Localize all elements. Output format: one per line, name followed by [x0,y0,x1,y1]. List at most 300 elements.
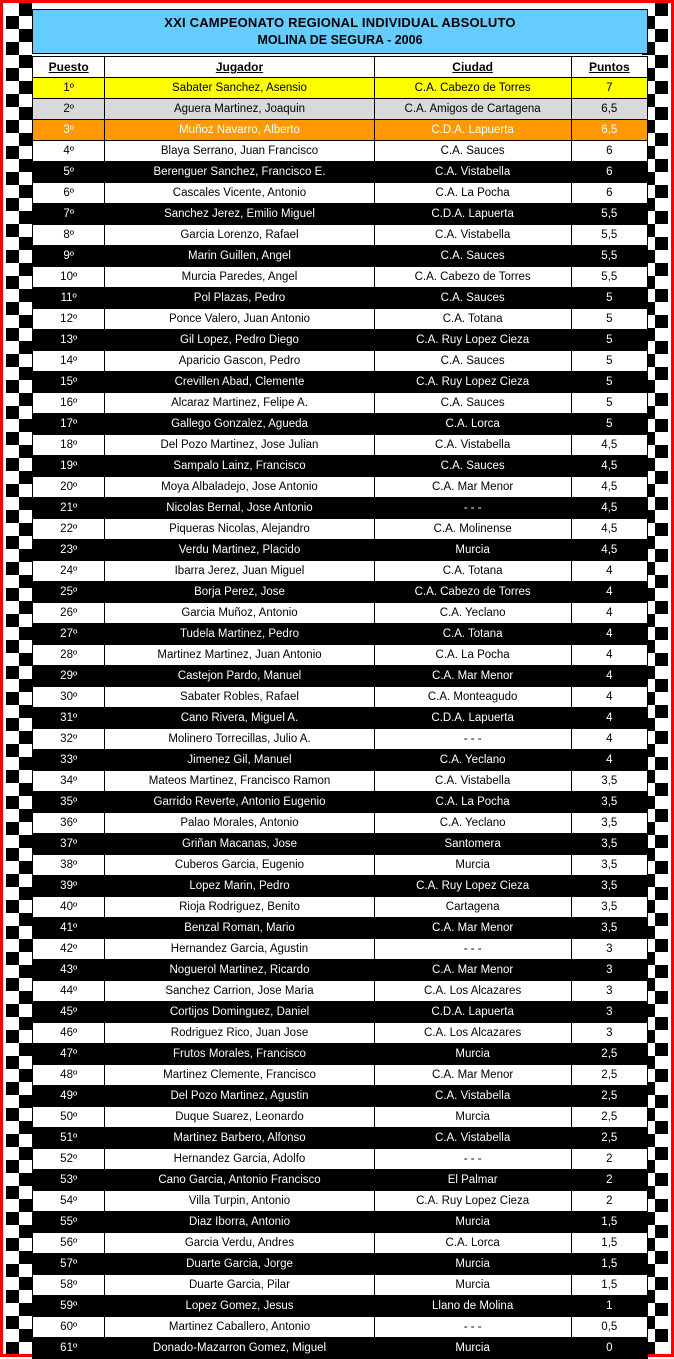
cell-puntos: 4,5 [571,435,647,456]
cell-ciudad: C.A. Totana [374,624,571,645]
table-row [33,1275,648,1296]
cell-puesto: 3º [33,120,105,141]
ranking-table-body [33,78,648,1359]
cell-jugador: Cascales Vicente, Antonio [105,183,374,204]
cell-jugador: Berenguer Sanchez, Francisco E. [105,162,374,183]
table-row [33,351,648,372]
cell-puntos: 4 [571,666,647,687]
cell-ciudad: C.A. Mar Menor [374,666,571,687]
cell-jugador: Blaya Serrano, Juan Francisco [105,141,374,162]
cell-puntos: 0 [571,1338,647,1359]
table-row [33,1086,648,1107]
table-row [33,1254,648,1275]
cell-puesto: 27º [33,624,105,645]
table-row [33,582,648,603]
cell-puntos: 1,5 [571,1233,647,1254]
cell-jugador: Nicolas Bernal, Jose Antonio [105,498,374,519]
table-row [33,1338,648,1359]
cell-puesto: 61º [33,1338,105,1359]
table-row [33,813,648,834]
table-row [33,519,648,540]
cell-jugador: Duarte Garcia, Pilar [105,1275,374,1296]
table-row [33,939,648,960]
cell-jugador: Duque Suarez, Leonardo [105,1107,374,1128]
table-row [33,855,648,876]
cell-jugador: Aguera Martinez, Joaquin [105,99,374,120]
cell-jugador: Sampalo Lainz, Francisco [105,456,374,477]
cell-jugador: Muñoz Navarro, Alberto [105,120,374,141]
column-header-puesto: Puesto [33,57,105,78]
cell-ciudad: - - - [374,1317,571,1338]
cell-puntos: 3,5 [571,813,647,834]
cell-ciudad: C.A. Mar Menor [374,960,571,981]
table-row [33,750,648,771]
cell-puesto: 39º [33,876,105,897]
cell-ciudad: Murcia [374,1338,571,1359]
cell-ciudad: C.A. Totana [374,561,571,582]
cell-puntos: 4,5 [571,456,647,477]
cell-puesto: 43º [33,960,105,981]
cell-jugador: Molinero Torrecillas, Julio A. [105,729,374,750]
table-row [33,372,648,393]
cell-puntos: 6 [571,141,647,162]
table-row [33,771,648,792]
cell-puntos: 3 [571,960,647,981]
cell-puntos: 5 [571,393,647,414]
cell-jugador: Noguerol Martinez, Ricardo [105,960,374,981]
table-row [33,981,648,1002]
cell-puesto: 50º [33,1107,105,1128]
table-row [33,792,648,813]
cell-ciudad: C.A. Ruy Lopez Cieza [374,330,571,351]
cell-puesto: 19º [33,456,105,477]
cell-jugador: Frutos Morales, Francisco [105,1044,374,1065]
cell-ciudad: C.A. Monteagudo [374,687,571,708]
cell-puntos: 3,5 [571,897,647,918]
cell-jugador: Moya Albaladejo, Jose Antonio [105,477,374,498]
cell-ciudad: C.A. Mar Menor [374,1065,571,1086]
cell-ciudad: - - - [374,1149,571,1170]
cell-ciudad: C.A. Sauces [374,246,571,267]
cell-ciudad: C.A. Yeclano [374,750,571,771]
cell-puntos: 4 [571,561,647,582]
cell-ciudad: C.A. Yeclano [374,813,571,834]
table-row [33,876,648,897]
cell-jugador: Del Pozo Martinez, Agustin [105,1086,374,1107]
cell-puesto: 24º [33,561,105,582]
cell-puntos: 6,5 [571,120,647,141]
cell-puesto: 8º [33,225,105,246]
cell-puesto: 12º [33,309,105,330]
cell-jugador: Murcia Paredes, Angel [105,267,374,288]
cell-puntos: 7 [571,78,647,99]
cell-puesto: 4º [33,141,105,162]
cell-puesto: 60º [33,1317,105,1338]
tournament-title: XXI CAMPEONATO REGIONAL INDIVIDUAL ABSOLUTO [164,15,516,30]
table-row [33,330,648,351]
cell-ciudad: C.A. Sauces [374,351,571,372]
table-row [33,624,648,645]
cell-ciudad: C.A. Vistabella [374,435,571,456]
cell-puesto: 26º [33,603,105,624]
cell-puntos: 2,5 [571,1086,647,1107]
cell-puntos: 5 [571,414,647,435]
cell-puesto: 16º [33,393,105,414]
cell-puesto: 40º [33,897,105,918]
table-row [33,1065,648,1086]
cell-jugador: Donado-Mazarron Gomez, Miguel [105,1338,374,1359]
cell-puesto: 35º [33,792,105,813]
cell-jugador: Castejon Pardo, Manuel [105,666,374,687]
cell-jugador: Borja Perez, Jose [105,582,374,603]
cell-ciudad: C.D.A. Lapuerta [374,708,571,729]
cell-puntos: 6,5 [571,99,647,120]
table-row [33,477,648,498]
cell-ciudad: Murcia [374,1107,571,1128]
table-row [33,99,648,120]
table-row [33,1107,648,1128]
cell-puntos: 3,5 [571,918,647,939]
cell-jugador: Alcaraz Martinez, Felipe A. [105,393,374,414]
cell-puesto: 28º [33,645,105,666]
cell-puntos: 4 [571,708,647,729]
cell-puesto: 41º [33,918,105,939]
cell-jugador: Cano Garcia, Antonio Francisco [105,1170,374,1191]
cell-ciudad: C.A. Vistabella [374,225,571,246]
cell-ciudad: C.A. Vistabella [374,1086,571,1107]
cell-jugador: Martinez Clemente, Francisco [105,1065,374,1086]
cell-jugador: Rodriguez Rico, Juan Jose [105,1023,374,1044]
table-row [33,78,648,99]
cell-puesto: 25º [33,582,105,603]
cell-puesto: 22º [33,519,105,540]
cell-puesto: 33º [33,750,105,771]
cell-ciudad: C.A. Molinense [374,519,571,540]
cell-jugador: Crevillen Abad, Clemente [105,372,374,393]
table-row [33,225,648,246]
cell-puesto: 29º [33,666,105,687]
cell-puntos: 2,5 [571,1128,647,1149]
cell-jugador: Diaz Iborra, Antonio [105,1212,374,1233]
cell-ciudad: - - - [374,939,571,960]
table-header-row [33,57,648,78]
cell-ciudad: C.A. Sauces [374,141,571,162]
cell-puesto: 53º [33,1170,105,1191]
cell-ciudad: C.A. Cabezo de Torres [374,78,571,99]
cell-ciudad: C.A. La Pocha [374,645,571,666]
cell-ciudad: Murcia [374,540,571,561]
cell-ciudad: C.A. Mar Menor [374,918,571,939]
cell-puntos: 4 [571,624,647,645]
cell-jugador: Benzal Roman, Mario [105,918,374,939]
column-header-ciudad: Ciudad [374,57,571,78]
cell-puntos: 5 [571,330,647,351]
cell-puntos: 5,5 [571,204,647,225]
table-row [33,162,648,183]
cell-puntos: 2 [571,1149,647,1170]
cell-puesto: 37º [33,834,105,855]
cell-jugador: Piqueras Nicolas, Alejandro [105,519,374,540]
table-row [33,183,648,204]
cell-puntos: 3,5 [571,792,647,813]
cell-jugador: Mateos Martinez, Francisco Ramon [105,771,374,792]
cell-puntos: 2,5 [571,1107,647,1128]
cell-puntos: 3 [571,981,647,1002]
cell-jugador: Aparicio Gascon, Pedro [105,351,374,372]
table-row [33,120,648,141]
table-row [33,645,648,666]
table-row [33,918,648,939]
cell-ciudad: C.A. Vistabella [374,162,571,183]
cell-puntos: 5 [571,372,647,393]
cell-ciudad: C.A. Cabezo de Torres [374,582,571,603]
cell-ciudad: C.A. La Pocha [374,183,571,204]
table-row [33,309,648,330]
cell-ciudad: C.A. Totana [374,309,571,330]
cell-jugador: Hernandez Garcia, Adolfo [105,1149,374,1170]
cell-ciudad: C.D.A. Lapuerta [374,204,571,225]
cell-ciudad: C.A. Los Alcazares [374,1023,571,1044]
cell-puesto: 57º [33,1254,105,1275]
cell-puesto: 44º [33,981,105,1002]
cell-puntos: 4 [571,750,647,771]
cell-ciudad: C.A. Yeclano [374,603,571,624]
cell-ciudad: C.A. Sauces [374,288,571,309]
cell-puntos: 3 [571,939,647,960]
cell-puesto: 10º [33,267,105,288]
table-row [33,1212,648,1233]
table-row [33,1002,648,1023]
cell-jugador: Sanchez Carrion, Jose Maria [105,981,374,1002]
cell-puntos: 6 [571,183,647,204]
cell-ciudad: Murcia [374,1275,571,1296]
cell-jugador: Palao Morales, Antonio [105,813,374,834]
cell-jugador: Gil Lopez, Pedro Diego [105,330,374,351]
cell-jugador: Sanchez Jerez, Emilio Miguel [105,204,374,225]
cell-ciudad: C.A. Sauces [374,393,571,414]
cell-puntos: 4 [571,687,647,708]
cell-ciudad: El Palmar [374,1170,571,1191]
cell-puntos: 6 [571,162,647,183]
table-row [33,414,648,435]
cell-ciudad: C.A. Vistabella [374,1128,571,1149]
cell-puntos: 3,5 [571,771,647,792]
cell-jugador: Sabater Robles, Rafael [105,687,374,708]
cell-puesto: 51º [33,1128,105,1149]
cell-puntos: 3,5 [571,834,647,855]
table-row [33,141,648,162]
table-row [33,1317,648,1338]
cell-puntos: 4 [571,582,647,603]
cell-jugador: Del Pozo Martinez, Jose Julian [105,435,374,456]
cell-puntos: 4,5 [571,477,647,498]
cell-puesto: 23º [33,540,105,561]
cell-puntos: 1,5 [571,1275,647,1296]
cell-puesto: 55º [33,1212,105,1233]
cell-ciudad: C.A. La Pocha [374,792,571,813]
title-banner [32,9,648,54]
table-row [33,1170,648,1191]
cell-puntos: 4 [571,729,647,750]
ranking-table [32,56,648,1359]
cell-puntos: 2 [571,1191,647,1212]
cell-ciudad: C.A. Ruy Lopez Cieza [374,876,571,897]
table-row [33,393,648,414]
table-row [33,1023,648,1044]
table-row [33,540,648,561]
cell-ciudad: C.A. Cabezo de Torres [374,267,571,288]
cell-jugador: Lopez Marin, Pedro [105,876,374,897]
cell-puesto: 38º [33,855,105,876]
cell-puesto: 6º [33,183,105,204]
cell-puntos: 4,5 [571,519,647,540]
cell-puntos: 1,5 [571,1212,647,1233]
cell-ciudad: C.A. Ruy Lopez Cieza [374,372,571,393]
checkered-border-left [6,3,32,1354]
table-row [33,498,648,519]
cell-puesto: 47º [33,1044,105,1065]
cell-jugador: Garcia Lorenzo, Rafael [105,225,374,246]
table-row [33,666,648,687]
cell-puesto: 59º [33,1296,105,1317]
cell-jugador: Cuberos Garcia, Eugenio [105,855,374,876]
cell-puntos: 4 [571,645,647,666]
table-row [33,1149,648,1170]
cell-puesto: 45º [33,1002,105,1023]
table-row [33,729,648,750]
cell-ciudad: Llano de Molina [374,1296,571,1317]
cell-ciudad: C.A. Vistabella [374,771,571,792]
cell-jugador: Verdu Martinez, Placido [105,540,374,561]
cell-puesto: 52º [33,1149,105,1170]
cell-puesto: 1º [33,78,105,99]
table-row [33,1044,648,1065]
cell-ciudad: Murcia [374,1254,571,1275]
cell-puntos: 5,5 [571,267,647,288]
cell-jugador: Ibarra Jerez, Juan Miguel [105,561,374,582]
cell-ciudad: Murcia [374,1212,571,1233]
cell-jugador: Pol Plazas, Pedro [105,288,374,309]
cell-puesto: 11º [33,288,105,309]
cell-puntos: 5,5 [571,225,647,246]
cell-jugador: Cano Rivera, Miguel A. [105,708,374,729]
cell-jugador: Marin Guillen, Angel [105,246,374,267]
cell-jugador: Ponce Valero, Juan Antonio [105,309,374,330]
cell-puesto: 20º [33,477,105,498]
table-row [33,960,648,981]
cell-puesto: 17º [33,414,105,435]
cell-ciudad: C.A. Sauces [374,456,571,477]
cell-jugador: Tudela Martinez, Pedro [105,624,374,645]
cell-jugador: Jimenez Gil, Manuel [105,750,374,771]
cell-ciudad: - - - [374,498,571,519]
table-row [33,687,648,708]
cell-puntos: 4 [571,603,647,624]
cell-ciudad: C.A. Los Alcazares [374,981,571,1002]
cell-jugador: Lopez Gomez, Jesus [105,1296,374,1317]
table-row [33,267,648,288]
table-row [33,456,648,477]
cell-puntos: 5 [571,288,647,309]
cell-puntos: 5 [571,309,647,330]
cell-puesto: 58º [33,1275,105,1296]
cell-jugador: Garcia Muñoz, Antonio [105,603,374,624]
cell-ciudad: Santomera [374,834,571,855]
cell-puesto: 32º [33,729,105,750]
column-header-jugador: Jugador [105,57,374,78]
cell-puntos: 3 [571,1002,647,1023]
cell-puesto: 56º [33,1233,105,1254]
cell-ciudad: C.D.A. Lapuerta [374,120,571,141]
cell-puesto: 14º [33,351,105,372]
cell-jugador: Hernandez Garcia, Agustin [105,939,374,960]
cell-puntos: 4,5 [571,540,647,561]
cell-puesto: 18º [33,435,105,456]
table-row [33,288,648,309]
cell-ciudad: Murcia [374,855,571,876]
cell-puntos: 1,5 [571,1254,647,1275]
cell-ciudad: Cartagena [374,897,571,918]
cell-ciudad: C.A. Lorca [374,1233,571,1254]
cell-puesto: 5º [33,162,105,183]
cell-puesto: 7º [33,204,105,225]
table-row [33,1191,648,1212]
cell-puesto: 48º [33,1065,105,1086]
cell-puesto: 34º [33,771,105,792]
cell-jugador: Martinez Martinez, Juan Antonio [105,645,374,666]
cell-jugador: Martinez Barbero, Alfonso [105,1128,374,1149]
cell-jugador: Rioja Rodriguez, Benito [105,897,374,918]
cell-puesto: 46º [33,1023,105,1044]
cell-puntos: 3,5 [571,876,647,897]
document-content [32,6,648,1357]
cell-ciudad: C.A. Lorca [374,414,571,435]
cell-puntos: 0,5 [571,1317,647,1338]
table-row [33,435,648,456]
cell-ciudad: C.A. Amigos de Cartagena [374,99,571,120]
cell-puesto: 42º [33,939,105,960]
cell-puesto: 21º [33,498,105,519]
cell-puntos: 2 [571,1170,647,1191]
cell-jugador: Griñan Macanas, Jose [105,834,374,855]
table-row [33,246,648,267]
table-row [33,897,648,918]
cell-puntos: 5 [571,351,647,372]
cell-jugador: Garrido Reverte, Antonio Eugenio [105,792,374,813]
cell-puntos: 3 [571,1023,647,1044]
cell-puntos: 2,5 [571,1044,647,1065]
cell-puesto: 36º [33,813,105,834]
table-row [33,834,648,855]
cell-ciudad: - - - [374,729,571,750]
cell-jugador: Duarte Garcia, Jorge [105,1254,374,1275]
cell-puesto: 54º [33,1191,105,1212]
cell-puesto: 2º [33,99,105,120]
table-row [33,1233,648,1254]
cell-puntos: 5,5 [571,246,647,267]
cell-jugador: Martinez Caballero, Antonio [105,1317,374,1338]
cell-jugador: Gallego Gonzalez, Agueda [105,414,374,435]
cell-puesto: 30º [33,687,105,708]
cell-puesto: 13º [33,330,105,351]
cell-puntos: 2,5 [571,1065,647,1086]
tournament-subtitle: MOLINA DE SEGURA - 2006 [257,33,423,47]
cell-jugador: Sabater Sanchez, Asensio [105,78,374,99]
cell-puesto: 9º [33,246,105,267]
cell-ciudad: C.A. Ruy Lopez Cieza [374,1191,571,1212]
cell-puntos: 3,5 [571,855,647,876]
cell-puesto: 31º [33,708,105,729]
